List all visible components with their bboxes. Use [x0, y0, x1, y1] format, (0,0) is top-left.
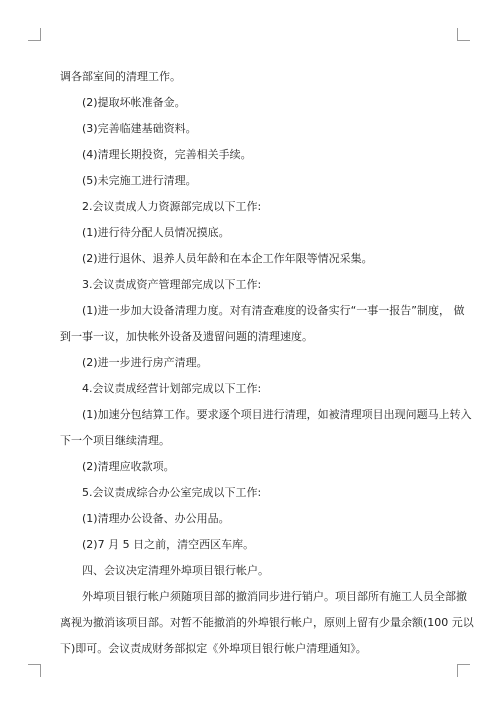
paragraph-line: (2)进一步进行房产清理。 — [82, 356, 208, 369]
paragraph-line: (2)清理应收款项。 — [82, 460, 175, 473]
paragraph-line: 下一个项目继续清理。 — [60, 434, 170, 447]
crop-mark-top-right — [457, 28, 470, 41]
paragraph-line: (1)清理办公设备、办公用品。 — [82, 512, 230, 525]
paragraph-line: (2)提取坏帐准备金。 — [82, 96, 186, 109]
paragraph-line: 四、会议决定清理外埠项目银行帐户。 — [82, 564, 269, 577]
paragraph-line: (1)进行待分配人员情况摸底。 — [82, 226, 230, 239]
paragraph-line: (5)未完施工进行清理。 — [82, 174, 197, 187]
paragraph-line: (2)进行退休、退养人员年龄和在本企工作年限等情况采集。 — [82, 252, 373, 265]
paragraph-line: 3.会议责成资产管理部完成以下工作: — [82, 278, 262, 291]
paragraph-line: (2)7 月 5 日之前，清空西区车库。 — [82, 538, 255, 551]
crop-mark-bottom-left — [28, 664, 41, 677]
paragraph-line: 到一事一议，加快帐外设备及遗留问题的清理速度。 — [60, 330, 313, 343]
paragraph-line: 离视为撤消该项目部。对暂不能撤消的外埠银行帐户，原则上留有少量余额(100 元以 — [60, 616, 474, 629]
crop-mark-bottom-right — [457, 664, 470, 677]
paragraph-line: 下)即可。会议责成财务部拟定《外埠项目银行帐户清理通知》。 — [60, 642, 367, 655]
paragraph-line: 2.会议责成人力资源部完成以下工作: — [82, 200, 262, 213]
paragraph-line: (4)清理长期投资，完善相关手续。 — [82, 148, 252, 161]
paragraph-line: (1)进一步加大设备清理力度。对有清查难度的设备实行“一事一报告”制度， 做 — [82, 304, 465, 317]
paragraph-line: 4.会议责成经营计划部完成以下工作: — [82, 382, 262, 395]
document-body — [60, 64, 474, 662]
paragraph-line: 5.会议责成综合办公室完成以下工作: — [82, 486, 262, 499]
paragraph-line: (3)完善临建基础资料。 — [82, 122, 197, 135]
crop-mark-top-left — [28, 28, 41, 41]
paragraph-line: 外埠项目银行帐户须随项目部的撤消同步进行销户。项目部所有施工人员全部撤 — [82, 590, 467, 603]
paragraph-line: (1)加速分包结算工作。要求逐个项目进行清理，如被清理项目出现问题马上转入 — [82, 408, 472, 421]
paragraph-line: 调各部室间的清理工作。 — [60, 70, 181, 83]
